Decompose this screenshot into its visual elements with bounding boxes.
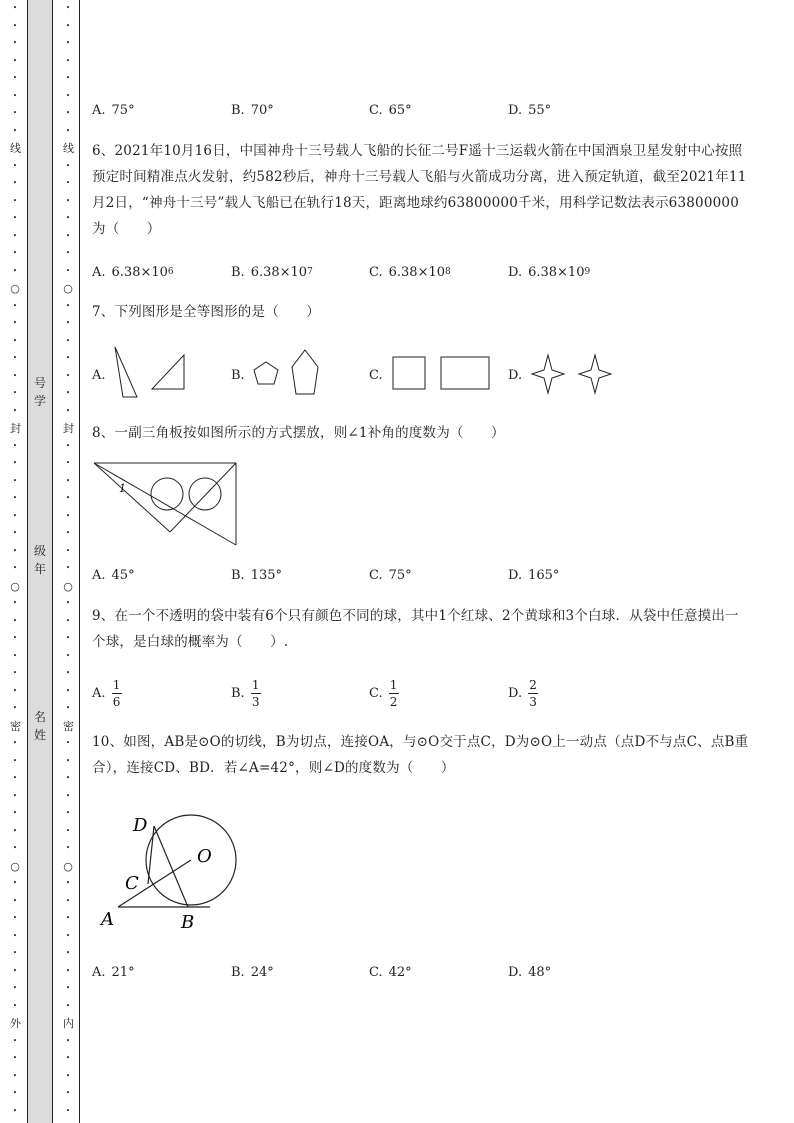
margin-mark: 封: [10, 422, 21, 435]
q10-point-o: O: [197, 846, 212, 867]
q10-option-d[interactable]: D. 48°: [508, 964, 552, 980]
q9-option-a[interactable]: A. $\frac{1}{6}$: [92, 677, 121, 709]
q9-a-fraction: $\frac{1}{6}$: [112, 677, 121, 709]
margin-mark: ○: [10, 282, 20, 295]
q6-option-b[interactable]: B. 6.38×10 7: [231, 264, 313, 280]
margin-mark: 密: [10, 719, 21, 733]
q5-option-b[interactable]: B. 70°: [231, 102, 274, 118]
inner-dotted-line: • • • • • • • • 线 • • • • • • • ○ • • • • • • • 封 • • • • • • • • ○ • • • • • • • 密 • • • • • • • ○ • • • • • • • • 内 • • • • •: [63, 4, 74, 1115]
margin-mark: ○: [63, 282, 73, 295]
margin-mark: 线: [63, 142, 74, 155]
q6-text: 6、2021年10月16日，中国神舟十三号载人飞船的长征二号F遥十三运载火箭在中国酒泉卫星发射中心按照预定时间精准点火发射，约582秒后，神舟十三号载人飞船与火箭成功分离，进入预定轨道，截至2021年11月2日，“神舟十三号”载人飞船已在轨行18天，距离地球约63800000千米，用科学记数法表示63800000为（ ）: [92, 143, 747, 237]
q5-option-a[interactable]: A. 75°: [92, 102, 135, 118]
margin-mark: 外: [10, 1017, 21, 1030]
margin-mark: 密: [63, 719, 74, 733]
q6-option-d[interactable]: D. 6.38×10 9: [508, 264, 591, 280]
margin-mark: ○: [63, 859, 73, 873]
margin-mark: 内: [63, 1017, 74, 1030]
q8-option-a[interactable]: A. 45°: [92, 567, 135, 583]
q9-option-b[interactable]: B. $\frac{1}{3}$: [231, 677, 260, 709]
q7-text: 7、下列图形是全等图形的是（ ）: [92, 304, 320, 320]
margin-mark: 线: [10, 142, 21, 155]
margin-mark: ○: [10, 579, 20, 593]
student-id-label: 号 学: [33, 376, 46, 408]
margin-mark: 封: [63, 422, 74, 435]
q6-option-a[interactable]: A. 6.38×10 6: [92, 264, 174, 280]
q9-c-fraction: $\frac{1}{2}$: [389, 677, 398, 709]
q10-options: [92, 957, 752, 987]
q10-point-c: C: [125, 873, 139, 894]
q10-point-a: A: [101, 909, 114, 930]
q6-option-c[interactable]: C. 6.38×10 8: [369, 264, 451, 280]
q8-option-d[interactable]: D. 165°: [508, 567, 560, 583]
q7-option-a[interactable]: A.: [92, 367, 106, 383]
q10-point-d: D: [133, 815, 148, 836]
q8-option-b[interactable]: B. 135°: [231, 567, 283, 583]
grade-label: 级 年: [33, 544, 46, 576]
name-label: 名 姓: [33, 710, 46, 742]
q8-text: 8、一副三角板按如图所示的方式摆放，则∠1补角的度数为（ ）: [92, 425, 505, 441]
q5-option-d[interactable]: D. 55°: [508, 102, 552, 118]
q9-d-fraction: $\frac{2}{3}$: [529, 677, 537, 709]
q10-option-b[interactable]: B. 24°: [231, 964, 274, 980]
margin-mark: ○: [10, 859, 20, 873]
q7-option-d[interactable]: D.: [508, 367, 523, 383]
margin-mark: ○: [63, 579, 73, 593]
outer-dotted-line: • • • • • • • • 线 • • • • • • • ○ • • • • • • • 封 • • • • • • • • ○ • • • • • • • 密 • • • • • • • ○ • • • • • • • • 外 • • • • •: [10, 4, 21, 1115]
q8-angle-label: 1: [119, 482, 126, 495]
q10-point-b: B: [181, 912, 195, 933]
q7-option-b[interactable]: B.: [231, 367, 245, 383]
q10-text: 10、如图，AB是⊙O的切线，B为切点，连接OA，与⊙O交于点C，D为⊙O上一动点（点D不与点C、点B重合），连接CD、BD．若∠A=42°，则∠D的度数为（ ）: [92, 734, 749, 776]
q9-option-c[interactable]: C. $\frac{1}{2}$: [369, 677, 398, 709]
q5-option-c[interactable]: C. 65°: [369, 102, 412, 118]
q10-option-c[interactable]: C. 42°: [369, 964, 412, 980]
q9-option-d[interactable]: D. $\frac{2}{3}$: [508, 677, 537, 709]
q9-text: 9、在一个不透明的袋中装有6个只有颜色不同的球，其中1个红球、2个黄球和3个白球．从袋中任意摸出一个球，是白球的概率为（ ）.: [92, 608, 739, 650]
q10-option-a[interactable]: A. 21°: [92, 964, 135, 980]
q7-option-c[interactable]: C.: [369, 367, 383, 383]
q8-option-c[interactable]: C. 75°: [369, 567, 412, 583]
q9-b-fraction: $\frac{1}{3}$: [251, 677, 260, 709]
